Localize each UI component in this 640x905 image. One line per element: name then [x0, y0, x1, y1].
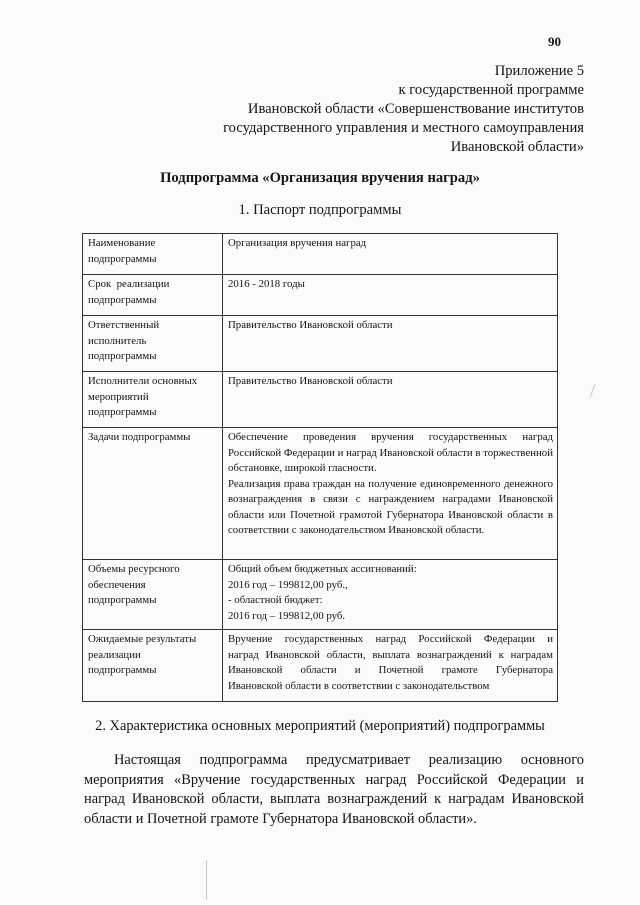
scan-mark — [590, 384, 596, 397]
value-line: наград Ивановской области, выплата вознаграждений к наградам — [228, 648, 553, 661]
label-line: подпрограммы — [88, 252, 157, 265]
label-line: мероприятий — [88, 390, 149, 403]
row-value-cell — [223, 234, 558, 275]
row-value-cell — [223, 630, 558, 702]
subprogram-title: Подпрограмма «Организация вручения наград» — [160, 170, 480, 186]
row-value-cell — [223, 316, 558, 372]
label-line: подпрограммы — [88, 664, 157, 676]
table-row — [83, 316, 558, 372]
value-line: Правительство Ивановской области — [228, 319, 393, 331]
label-line: Объемы ресурсного — [88, 563, 180, 575]
value-line: Ивановской области и Почетной грамоте Губернатора — [228, 664, 553, 676]
value-paragraph: Обеспечение проведения вручения государственных наград Российской Федерации и наград Ивановской области в торжественной обстановке, широкой гласности. — [228, 431, 553, 474]
section1-title: 1. Паспорт подпрограммы — [238, 202, 402, 218]
table-row — [83, 428, 558, 560]
label-line: исполнитель — [88, 334, 147, 347]
value-line: Вручение государственных наград Российской Федерации и — [228, 633, 553, 645]
scan-mark — [206, 860, 207, 900]
table-row — [83, 560, 558, 630]
passport-table — [82, 233, 558, 702]
label-line: подпрограммы — [88, 594, 157, 606]
value-line: 2016 год – 199812,00 руб., — [228, 578, 348, 591]
label-line: Наименование — [88, 237, 156, 249]
value-line: Правительство Ивановской области — [228, 375, 393, 387]
row-value-cell — [223, 560, 558, 630]
table-row — [83, 275, 558, 316]
row-label-cell — [83, 630, 223, 702]
appendix-line: Приложение 5 — [494, 63, 584, 79]
value-line: Организация вручения наград — [228, 237, 367, 249]
label-line: подпрограммы — [88, 406, 157, 418]
label-line: Задачи подпрограммы — [88, 431, 191, 443]
row-label-cell — [83, 428, 223, 560]
label-line: Ответственный — [88, 319, 160, 331]
value-line: - областной бюджет: — [228, 594, 323, 606]
value-line: Общий объем бюджетных ассигнований: — [228, 563, 417, 575]
label-line: подпрограммы — [88, 293, 157, 306]
page-number: 90 — [548, 34, 561, 49]
label-line: Исполнители основных — [88, 375, 198, 387]
value-line: Ивановской области в соответствии с законодательством — [228, 679, 490, 692]
appendix-line: к государственной программе — [398, 82, 584, 98]
label-line: Срок реализации — [88, 278, 170, 290]
row-value-cell — [223, 428, 558, 560]
value-line: 2016 - 2018 годы — [228, 278, 305, 290]
row-label-cell — [83, 275, 223, 316]
row-value-cell — [223, 372, 558, 428]
row-value-cell — [223, 275, 558, 316]
appendix-line: государственного управления и местного самоуправления — [223, 120, 584, 136]
value-paragraph: Реализация права граждан на получение единовременного денежного вознаграждения в связи с награждением наградами Ивановской области или Почетной грамотой Губернатора Ивановской области в соответствии с законодательством Ивановской области. — [228, 477, 553, 536]
row-label-cell — [83, 560, 223, 630]
table-row — [83, 234, 558, 275]
label-line: реализации — [88, 648, 141, 661]
row-label-cell — [83, 316, 223, 372]
label-line: обеспечения — [88, 578, 146, 591]
row-label-cell — [83, 234, 223, 275]
appendix-line: Ивановской области «Совершенствование институтов — [247, 101, 584, 117]
label-line: подпрограммы — [88, 350, 157, 362]
label-line: Ожидаемые результаты — [88, 633, 197, 645]
section2-title: 2. Характеристика основных мероприятий (мероприятий) подпрограммы — [95, 718, 545, 734]
row-label-cell — [83, 372, 223, 428]
table-row — [83, 372, 558, 428]
appendix-line: Ивановской области» — [450, 139, 584, 155]
table-row — [83, 630, 558, 702]
value-line: 2016 год – 199812,00 руб. — [228, 609, 346, 622]
appendix-header — [164, 62, 584, 157]
body-paragraph: Настоящая подпрограмма предусматривает реализацию основного мероприятия «Вручение государственных наград Российской Федерации и наград Ивановской области, выплата вознаграждений к наградам Ивановской области и Почетной грамоте Губернатора Ивановской области». — [84, 752, 584, 827]
